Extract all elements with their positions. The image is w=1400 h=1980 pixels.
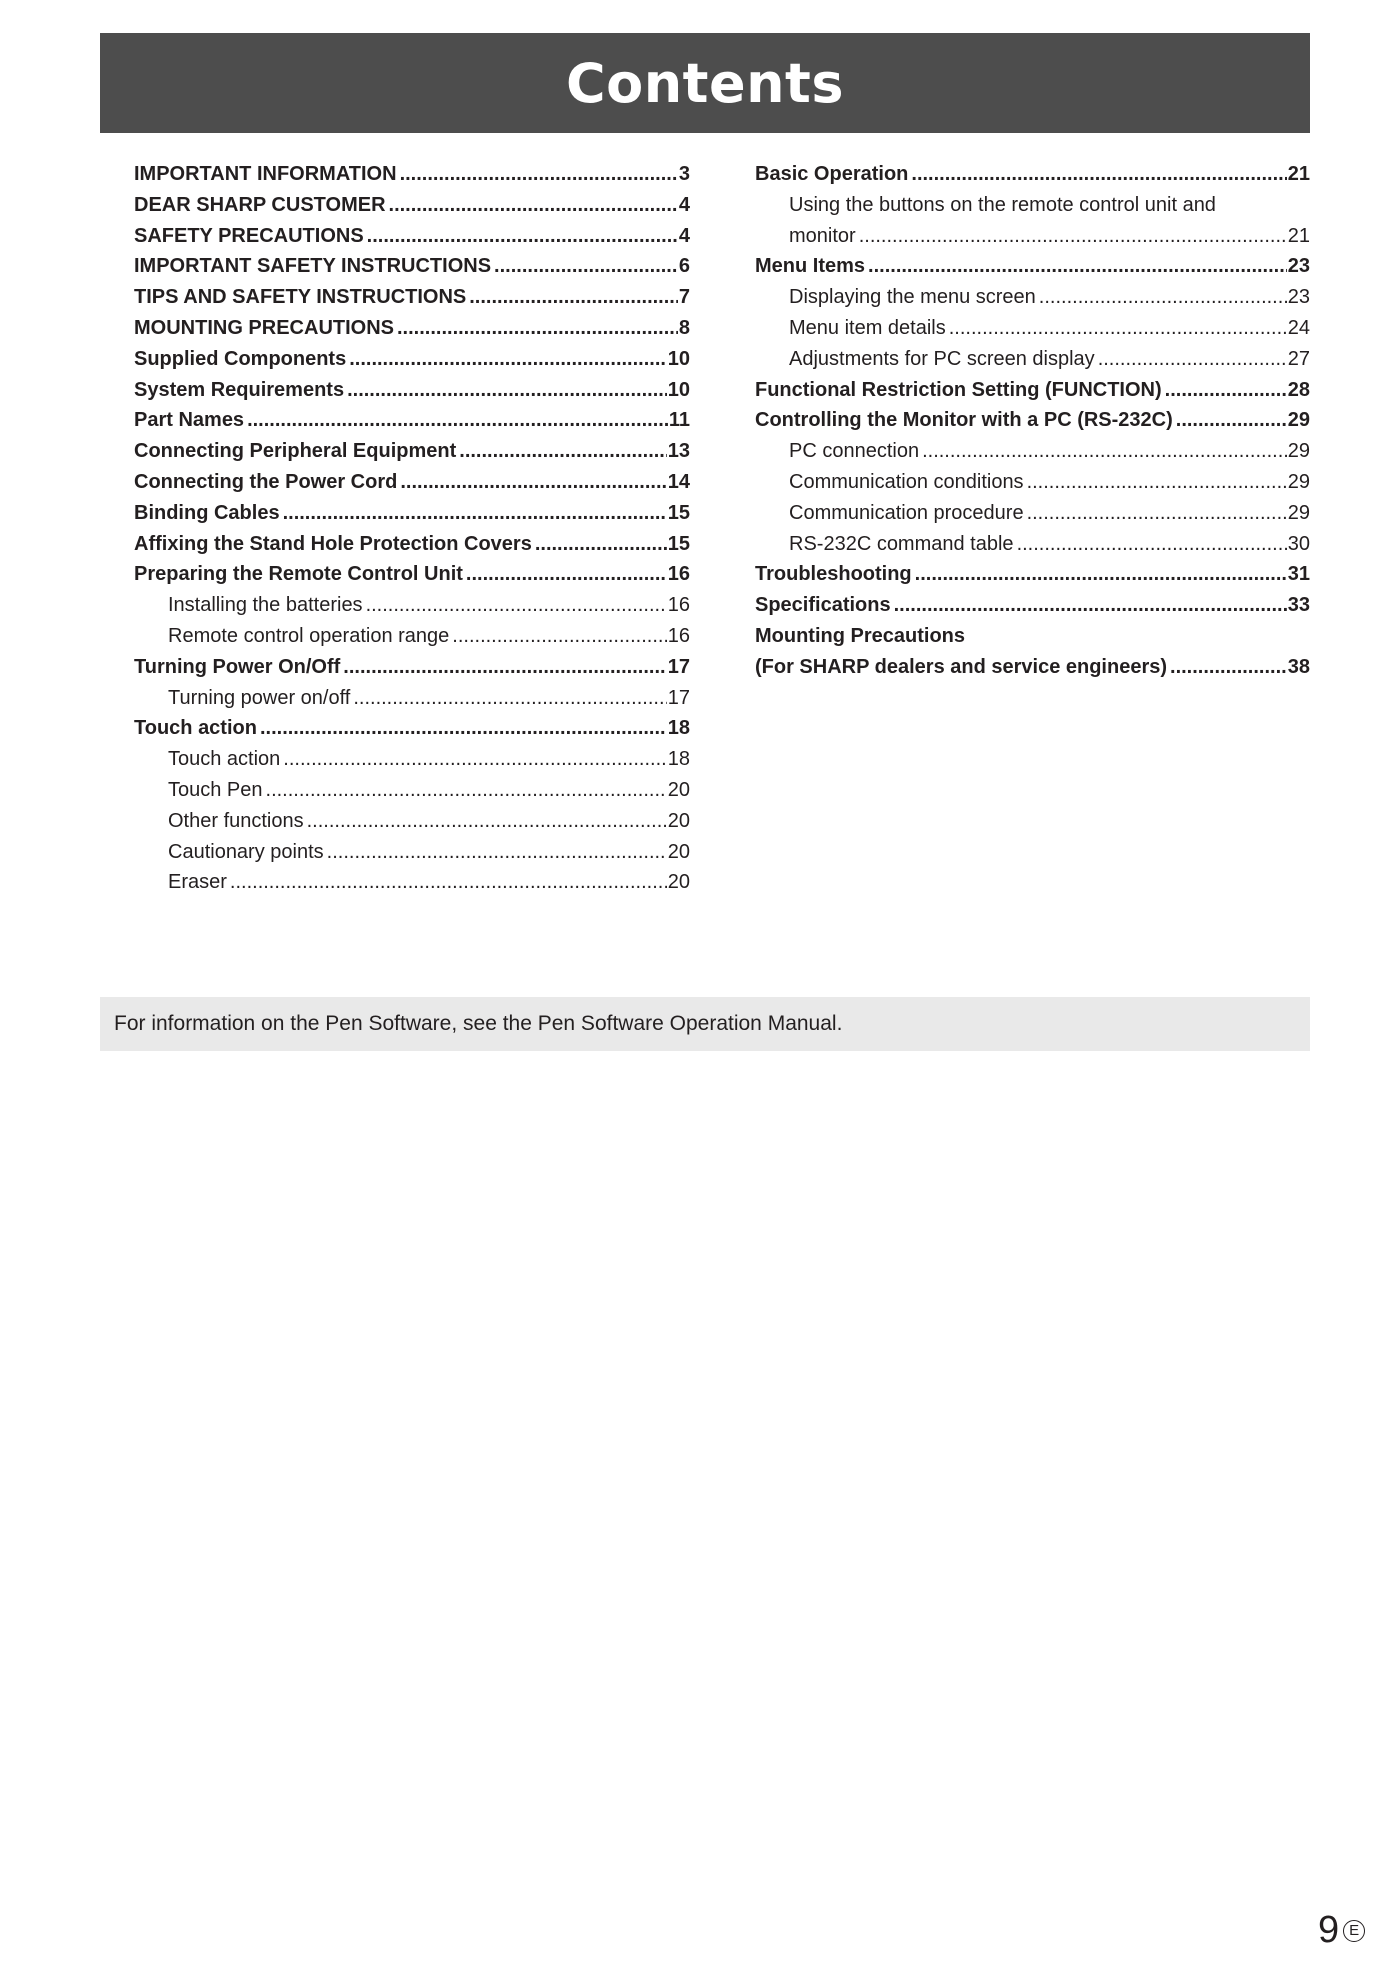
toc-entry-title: Preparing the Remote Control Unit [134, 563, 463, 586]
toc-entry-title: Eraser [168, 871, 227, 894]
dot-leader [469, 286, 678, 306]
toc-entry-page: 18 [667, 748, 690, 771]
dot-leader [1176, 409, 1287, 429]
toc-entry[interactable] [755, 656, 1310, 687]
toc-entry[interactable] [134, 533, 690, 564]
toc-entry[interactable] [134, 717, 690, 748]
toc-entry[interactable] [134, 163, 690, 194]
dot-leader [366, 594, 667, 614]
toc-entry-title: RS-232C command table [789, 532, 1014, 555]
toc-entry[interactable] [755, 194, 1310, 225]
toc-entry[interactable] [755, 348, 1310, 379]
toc-entry-page: 13 [667, 440, 690, 463]
toc-entry-title: TIPS AND SAFETY INSTRUCTIONS [134, 286, 467, 309]
toc-entry-title: Menu Items [755, 255, 866, 278]
dot-leader [915, 563, 1287, 583]
toc-entry-page: 7 [678, 286, 690, 309]
dot-leader [949, 317, 1287, 337]
dot-leader [535, 533, 667, 553]
dot-leader [347, 379, 667, 399]
toc-entry-title: System Requirements [134, 378, 345, 401]
toc-entry-page: 23 [1287, 286, 1310, 309]
toc-entry[interactable] [134, 656, 690, 687]
toc-entry-page: 21 [1287, 163, 1310, 185]
toc-entry[interactable] [755, 286, 1310, 317]
toc-entry-page: 20 [667, 871, 690, 894]
toc-entry[interactable] [134, 810, 690, 841]
toc-entry[interactable] [134, 594, 690, 625]
dot-leader [367, 225, 678, 245]
toc-entry-page: 15 [667, 501, 690, 524]
dot-leader [1017, 533, 1287, 553]
toc-entry-title: Communication procedure [789, 501, 1024, 524]
toc-entry-page: 4 [678, 193, 690, 216]
toc-entry-page: 15 [667, 532, 690, 555]
toc-entry-page: 31 [1287, 563, 1310, 586]
toc-entry-page: 33 [1287, 594, 1310, 617]
toc-entry-title: Touch action [134, 717, 257, 740]
toc-entry[interactable] [134, 625, 690, 656]
toc-entry-page: 20 [667, 840, 690, 863]
toc-entry-title: Touch action [168, 748, 281, 771]
dot-leader [1165, 379, 1287, 399]
toc-entry-page: 18 [667, 717, 690, 740]
toc-entry-title: Menu item details [789, 316, 946, 339]
dot-leader [397, 317, 678, 337]
dot-leader [868, 255, 1287, 275]
toc-entry-page: 8 [678, 316, 690, 339]
toc-entry[interactable] [134, 409, 690, 440]
toc-entry[interactable] [134, 779, 690, 810]
dot-leader [1098, 348, 1287, 368]
toc-entry-page: 24 [1287, 316, 1310, 339]
toc-entry[interactable] [755, 502, 1310, 533]
toc-entry-page: 17 [667, 655, 690, 678]
toc-entry[interactable] [134, 502, 690, 533]
dot-leader [349, 348, 667, 368]
dot-leader [327, 841, 667, 861]
toc-entry-page: 38 [1287, 655, 1310, 678]
toc-left-column [134, 163, 690, 902]
dot-leader [894, 594, 1287, 614]
toc-entry-title: Remote control operation range [168, 624, 450, 647]
toc-entry-title: Controlling the Monitor with a PC (RS-232C) [755, 409, 1173, 432]
toc-entry-title: Communication conditions [789, 470, 1024, 493]
toc-right-column [755, 163, 1310, 687]
toc-entry[interactable] [134, 255, 690, 286]
toc-entry-title: Mounting Precautions [755, 624, 965, 647]
toc-entry[interactable] [755, 471, 1310, 502]
toc-entry-page: 10 [667, 378, 690, 401]
dot-leader [1027, 502, 1287, 522]
toc-entry-title: Displaying the menu screen [789, 286, 1036, 309]
toc-entry-title: MOUNTING PRECAUTIONS [134, 316, 394, 339]
toc-entry[interactable] [134, 225, 690, 256]
toc-entry[interactable] [134, 317, 690, 348]
toc-entry-title: Specifications [755, 594, 891, 617]
toc-entry-page: 27 [1287, 347, 1310, 370]
dot-leader [400, 163, 678, 183]
dot-leader [389, 194, 678, 214]
toc-entry-page: 29 [1287, 440, 1310, 463]
dot-leader [230, 871, 667, 891]
toc-entry-title: Cautionary points [168, 840, 324, 863]
toc-entry-page: 14 [667, 470, 690, 493]
toc-entry-page: 4 [678, 224, 690, 247]
dot-leader [247, 409, 668, 429]
toc-entry[interactable] [755, 409, 1310, 440]
toc-entry-title: Troubleshooting [755, 563, 912, 586]
toc-entry[interactable] [134, 748, 690, 779]
toc-entry-title: Connecting the Power Cord [134, 470, 398, 493]
dot-leader [283, 748, 666, 768]
toc-entry-page: 10 [667, 347, 690, 370]
toc-entry-page: 17 [667, 686, 690, 709]
dot-leader [266, 779, 667, 799]
toc-entry-title: Affixing the Stand Hole Protection Covers [134, 532, 532, 555]
toc-entry[interactable] [755, 163, 1310, 194]
note-text: For information on the Pen Software, see the Pen Software Operation Manual. [114, 1012, 843, 1035]
toc-entry-page: 23 [1287, 255, 1310, 278]
toc-entry-page: 21 [1287, 224, 1310, 247]
dot-leader [459, 440, 666, 460]
toc-entry-title: Touch Pen [168, 778, 263, 801]
toc-entry[interactable] [755, 533, 1310, 564]
dot-leader [1170, 656, 1287, 676]
toc-entry[interactable] [755, 563, 1310, 594]
toc-entry-title: Installing the batteries [168, 594, 363, 617]
toc-entry-page: 16 [667, 624, 690, 647]
toc-entry-title: SAFETY PRECAUTIONS [134, 224, 364, 247]
toc-entry-page: 20 [667, 809, 690, 832]
page-number-value: 9 [1318, 1909, 1340, 1951]
toc-entry-title: Turning power on/off [168, 686, 351, 709]
toc-entry-page: 29 [1287, 409, 1310, 432]
toc-entry[interactable] [755, 317, 1310, 348]
dot-leader [343, 656, 666, 676]
toc-entry[interactable] [134, 687, 690, 718]
toc-entry-title: Binding Cables [134, 501, 280, 524]
toc-entry-page: 28 [1287, 378, 1310, 401]
toc-entry[interactable] [134, 194, 690, 225]
dot-leader [1027, 471, 1287, 491]
toc-entry[interactable] [755, 625, 1310, 656]
dot-leader [911, 163, 1286, 183]
toc-entry-title: Functional Restriction Setting (FUNCTION) [755, 378, 1162, 401]
dot-leader [494, 255, 678, 275]
toc-entry-page: 16 [667, 594, 690, 617]
toc-entry[interactable] [134, 841, 690, 872]
dot-leader [466, 563, 667, 583]
toc-entry[interactable] [755, 225, 1310, 256]
toc-entry-page: 29 [1287, 470, 1310, 493]
toc-entry[interactable] [755, 379, 1310, 410]
toc-entry-title: Connecting Peripheral Equipment [134, 440, 457, 463]
toc-entry[interactable] [755, 255, 1310, 286]
toc-entry-title: Other functions [168, 809, 304, 832]
pen-software-note [100, 997, 1310, 1051]
toc-entry[interactable] [134, 471, 690, 502]
toc-entry-title: (For SHARP dealers and service engineers) [755, 655, 1168, 678]
toc-entry-page: 20 [667, 778, 690, 801]
toc-entry-title: Part Names [134, 409, 245, 432]
dot-leader [1039, 286, 1287, 306]
toc-entry-page: 29 [1287, 501, 1310, 524]
language-badge: E [1343, 1920, 1365, 1942]
toc-entry-page: 3 [678, 163, 690, 185]
toc-entry-title: PC connection [789, 440, 920, 463]
toc-entry-page: 6 [678, 255, 690, 278]
toc-entry[interactable] [134, 440, 690, 471]
toc-entry-page: 11 [668, 409, 690, 432]
dot-leader [260, 717, 667, 737]
dot-leader [859, 225, 1287, 245]
toc-entry-title: Supplied Components [134, 347, 347, 370]
dot-leader [452, 625, 666, 645]
toc-entry[interactable] [134, 348, 690, 379]
toc-entry[interactable] [755, 440, 1310, 471]
toc-entry-title: Adjustments for PC screen display [789, 347, 1095, 370]
dot-leader [307, 810, 667, 830]
toc-entry-title: IMPORTANT SAFETY INSTRUCTIONS [134, 255, 492, 278]
page-title: Contents [565, 51, 844, 115]
dot-leader [400, 471, 666, 491]
toc-entry[interactable] [134, 379, 690, 410]
toc-entry[interactable] [755, 594, 1310, 625]
dot-leader [283, 502, 667, 522]
toc-entry-title: monitor [789, 224, 856, 247]
toc-entry-title: Using the buttons on the remote control unit and [789, 193, 1216, 216]
toc-entry-title: Basic Operation [755, 163, 909, 185]
toc-entry-title: IMPORTANT INFORMATION [134, 163, 397, 185]
toc-entry-page: 16 [667, 563, 690, 586]
toc-entry-page: 30 [1287, 532, 1310, 555]
toc-entry[interactable] [134, 563, 690, 594]
dot-leader [353, 687, 666, 707]
toc-entry[interactable] [134, 871, 690, 902]
toc-entry-title: Turning Power On/Off [134, 655, 341, 678]
toc-entry[interactable] [134, 286, 690, 317]
contents-header [100, 33, 1310, 133]
dot-leader [922, 440, 1287, 460]
page-number [1318, 1909, 1365, 1952]
toc-entry-title: DEAR SHARP CUSTOMER [134, 193, 386, 216]
